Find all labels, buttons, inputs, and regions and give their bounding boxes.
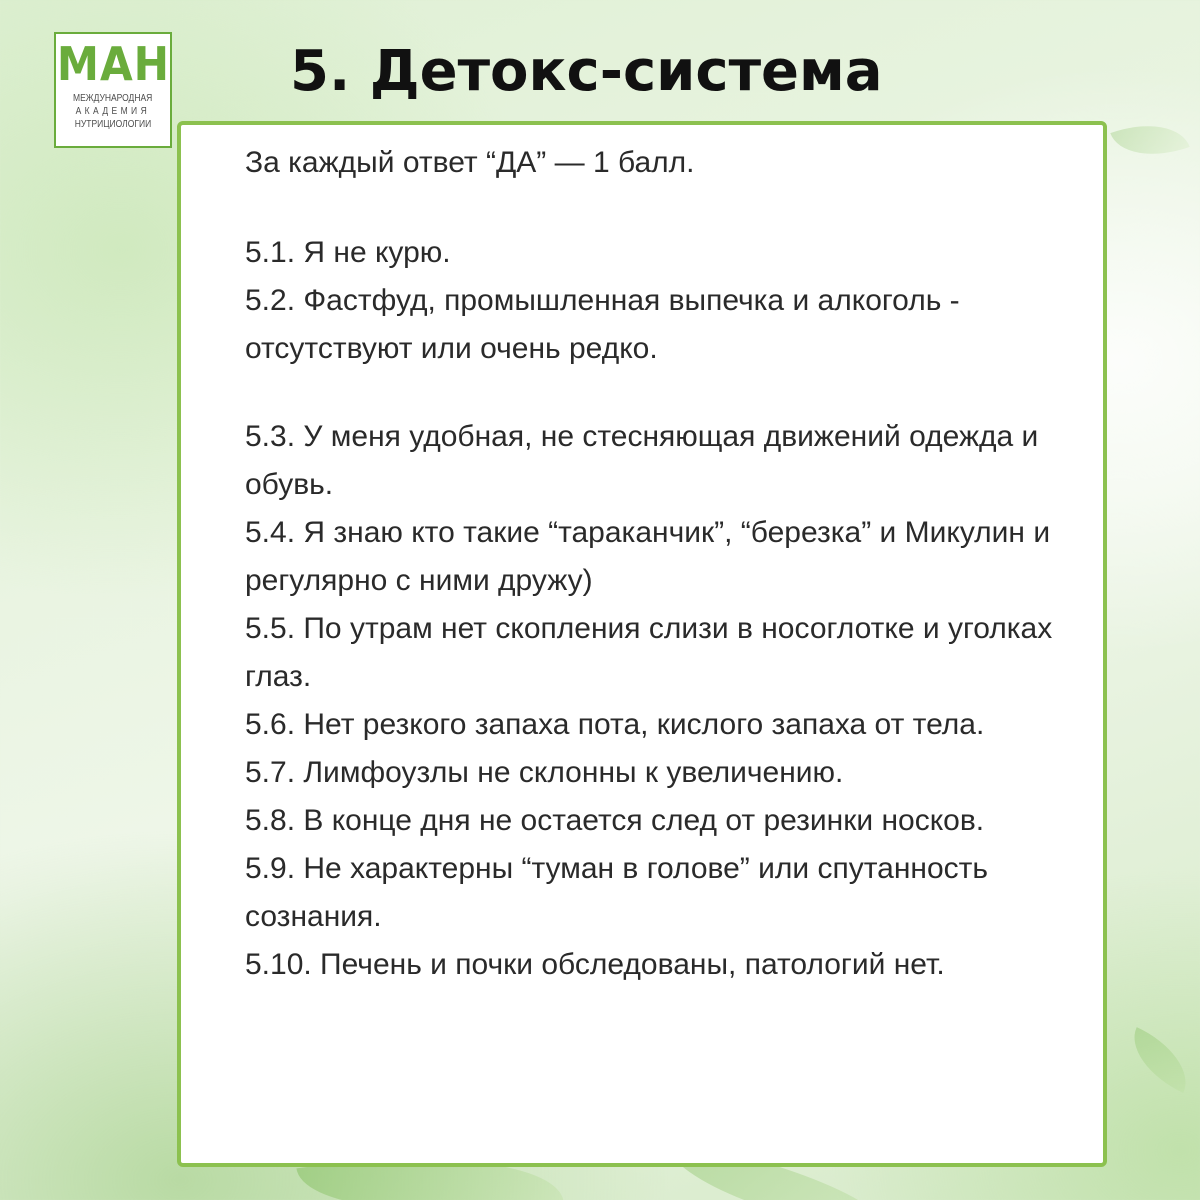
question-item: 5.10. Печень и почки обследованы, патологий нет. — [245, 948, 945, 981]
question-item: 5.3. У меня удобная, не стесняющая движений одежда и обувь. — [245, 420, 1039, 501]
decorative-leaf — [1120, 1027, 1200, 1093]
decorative-leaf — [1110, 109, 1189, 171]
question-item: 5.7. Лимфоузлы не склонны к увеличению. — [245, 756, 844, 789]
logo-line-1: МЕЖДУНАРОДНАЯ — [73, 93, 153, 104]
scoring-instruction: За каждый ответ “ДА” — 1 балл. — [245, 146, 695, 179]
page-title: 5. Детокс-система — [290, 39, 883, 104]
question-item: 5.8. В конце дня не остается след от резинки носков. — [245, 804, 985, 837]
logo-line-2: АКАДЕМИЯ — [75, 106, 151, 117]
question-item: 5.9. Не характерны “туман в голове” или спутанность сознания. — [245, 852, 989, 933]
questionnaire-card — [177, 121, 1107, 1167]
logo-line-3: НУТРИЦИОЛОГИИ — [74, 119, 152, 130]
questionnaire-content — [245, 139, 1065, 989]
question-item: 5.5. По утрам нет скопления слизи в носоглотке и уголках глаз. — [245, 612, 1053, 693]
question-item: 5.4. Я знаю кто такие “тараканчик”, “березка” и Микулин и регулярно с ними дружу) — [245, 516, 1051, 597]
question-item: 5.6. Нет резкого запаха пота, кислого запаха от тела. — [245, 708, 985, 741]
question-item: 5.2. Фастфуд, промышленная выпечка и алкоголь - отсутствуют или очень редко. — [245, 284, 960, 365]
academy-logo — [54, 32, 172, 148]
logo-mark: МАН — [56, 37, 170, 91]
question-item: 5.1. Я не курю. — [245, 236, 451, 269]
